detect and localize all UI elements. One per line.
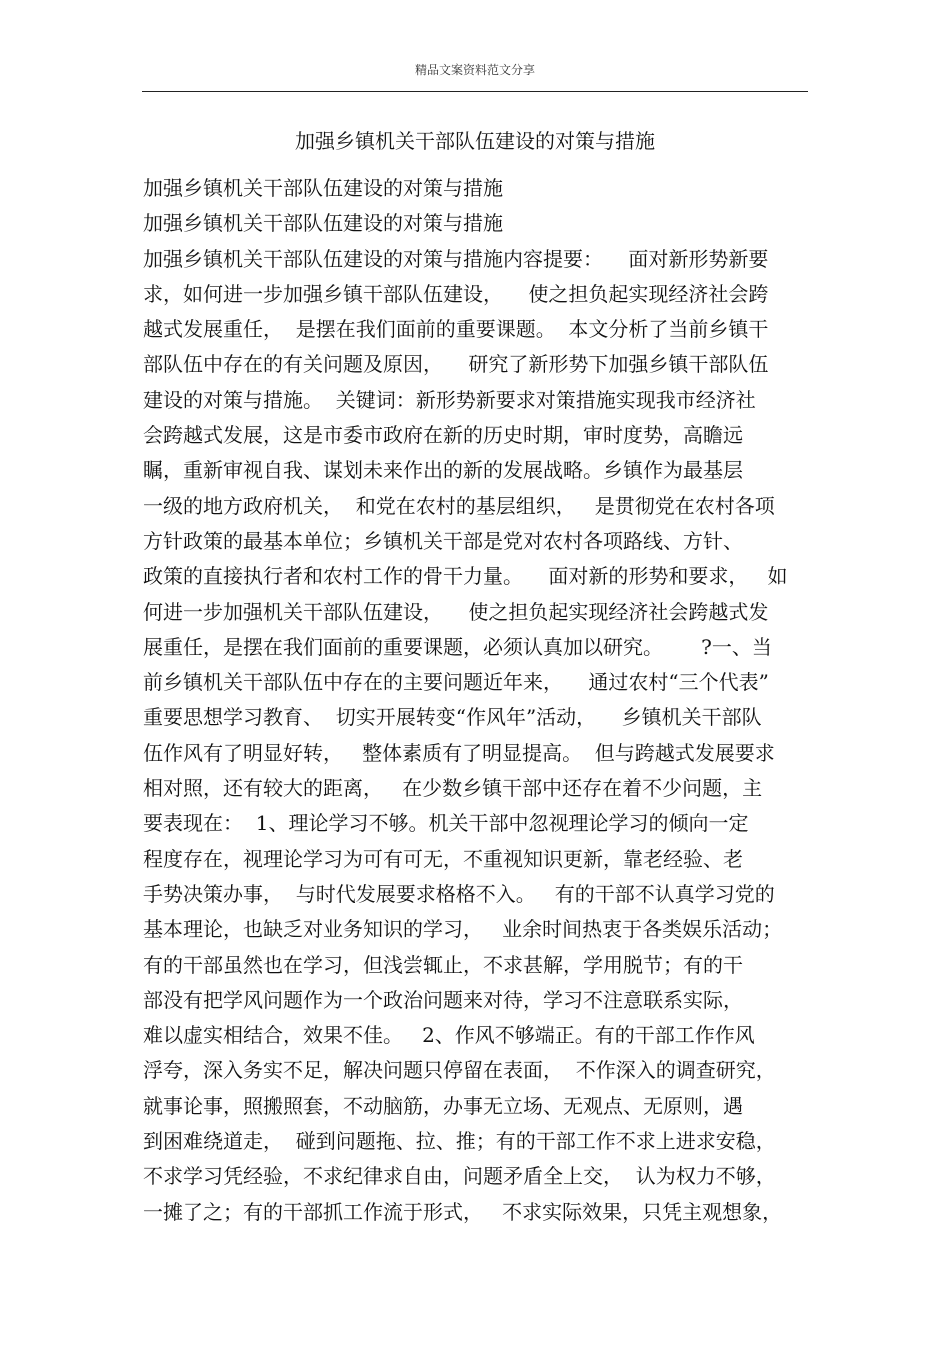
body-line: 加强乡镇机关干部队伍建设的对策与措施内容提要： 面对新形势新要 bbox=[143, 246, 769, 271]
body-line: 伍作风有了明显好转， 整体素质有了明显提高。 但与跨越式发展要求 bbox=[143, 740, 775, 765]
body-line: 何进一步加强机关干部队伍建设， 使之担负起实现经济社会跨越式发 bbox=[143, 599, 769, 624]
body-line: 会跨越式发展，这是市委市政府在新的历史时期，审时度势，高瞻远 bbox=[143, 423, 743, 448]
header-divider bbox=[142, 91, 808, 92]
body-line: 加强乡镇机关干部队伍建设的对策与措施 bbox=[143, 176, 503, 200]
body-line: 加强乡镇机关干部队伍建设的对策与措施 bbox=[143, 211, 503, 236]
body-line: 浮夸，深入务实不足，解决问题只停留在表面， 不作深入的调查研究， bbox=[143, 1058, 776, 1083]
body-line: 不求学习凭经验，不求纪律求自由，问题矛盾全上交， 认为权力不够， bbox=[143, 1164, 776, 1189]
body-line: 程度存在，视理论学习为可有可无，不重视知识更新，靠老经验、老 bbox=[143, 846, 743, 871]
body-line: 越式发展重任， 是摆在我们面前的重要课题。 本文分析了当前乡镇干 bbox=[143, 317, 769, 342]
body-line: 一摊了之；有的干部抓工作流于形式， 不求实际效果，只凭主观想象， bbox=[143, 1199, 783, 1224]
body-line: 前乡镇机关干部队伍中存在的主要问题近年来， 通过农村“三个代表” bbox=[143, 670, 769, 695]
body-line: 要表现在： 1、理论学习不够。机关干部中忽视理论学习的倾向一定 bbox=[143, 811, 749, 836]
body-line: 方针政策的最基本单位；乡镇机关干部是党对农村各项路线、方针、 bbox=[143, 528, 743, 553]
body-line: 政策的直接执行者和农村工作的骨干力量。 面对新的形势和要求， 如 bbox=[143, 564, 788, 589]
body-line: 重要思想学习教育、 切实开展转变“作风年”活动， 乡镇机关干部队 bbox=[143, 705, 762, 730]
body-line: 难以虚实相结合，效果不佳。 2、作风不够端正。有的干部工作作风 bbox=[143, 1023, 755, 1048]
page-header: 精品文案资料范文分享 bbox=[414, 63, 535, 77]
body-line: 部队伍中存在的有关问题及原因， 研究了新形势下加强乡镇干部队伍 bbox=[143, 352, 769, 377]
body-line: 展重任，是摆在我们面前的重要课题，必须认真加以研究。 ?一、当 bbox=[143, 634, 772, 659]
body-line: 就事论事，照搬照套，不动脑筋，办事无立场、无观点、无原则，遇 bbox=[143, 1093, 743, 1118]
body-line: 建设的对策与措施。 关键词：新形势新要求对策措施实现我市经济社 bbox=[143, 387, 756, 412]
body-line: 到困难绕道走， 碰到问题拖、拉、推；有的干部工作不求上进求安稳， bbox=[143, 1129, 776, 1154]
document-title: 加强乡镇机关干部队伍建设的对策与措施 bbox=[295, 129, 655, 153]
body-line: 有的干部虽然也在学习，但浅尝辄止，不求甚解，学用脱节；有的干 bbox=[143, 952, 743, 977]
body-line: 部没有把学风问题作为一个政治问题来对待，学习不注意联系实际， bbox=[143, 987, 743, 1012]
body-line: 手势决策办事， 与时代发展要求格格不入。 有的干部不认真学习党的 bbox=[143, 881, 775, 906]
body-line: 求，如何进一步加强乡镇干部队伍建设， 使之担负起实现经济社会跨 bbox=[143, 281, 769, 306]
body-line: 瞩，重新审视自我、谋划未来作出的新的发展战略。乡镇作为最基层 bbox=[143, 458, 743, 483]
body-line: 一级的地方政府机关， 和党在农村的基层组织， 是贯彻党在农村各项 bbox=[143, 493, 775, 518]
body-line: 基本理论，也缺乏对业务知识的学习， 业余时间热衷于各类娱乐活动； bbox=[143, 917, 783, 942]
body-line: 相对照，还有较大的距离， 在少数乡镇干部中还存在着不少问题，主 bbox=[143, 776, 763, 801]
document-body bbox=[143, 171, 823, 1230]
